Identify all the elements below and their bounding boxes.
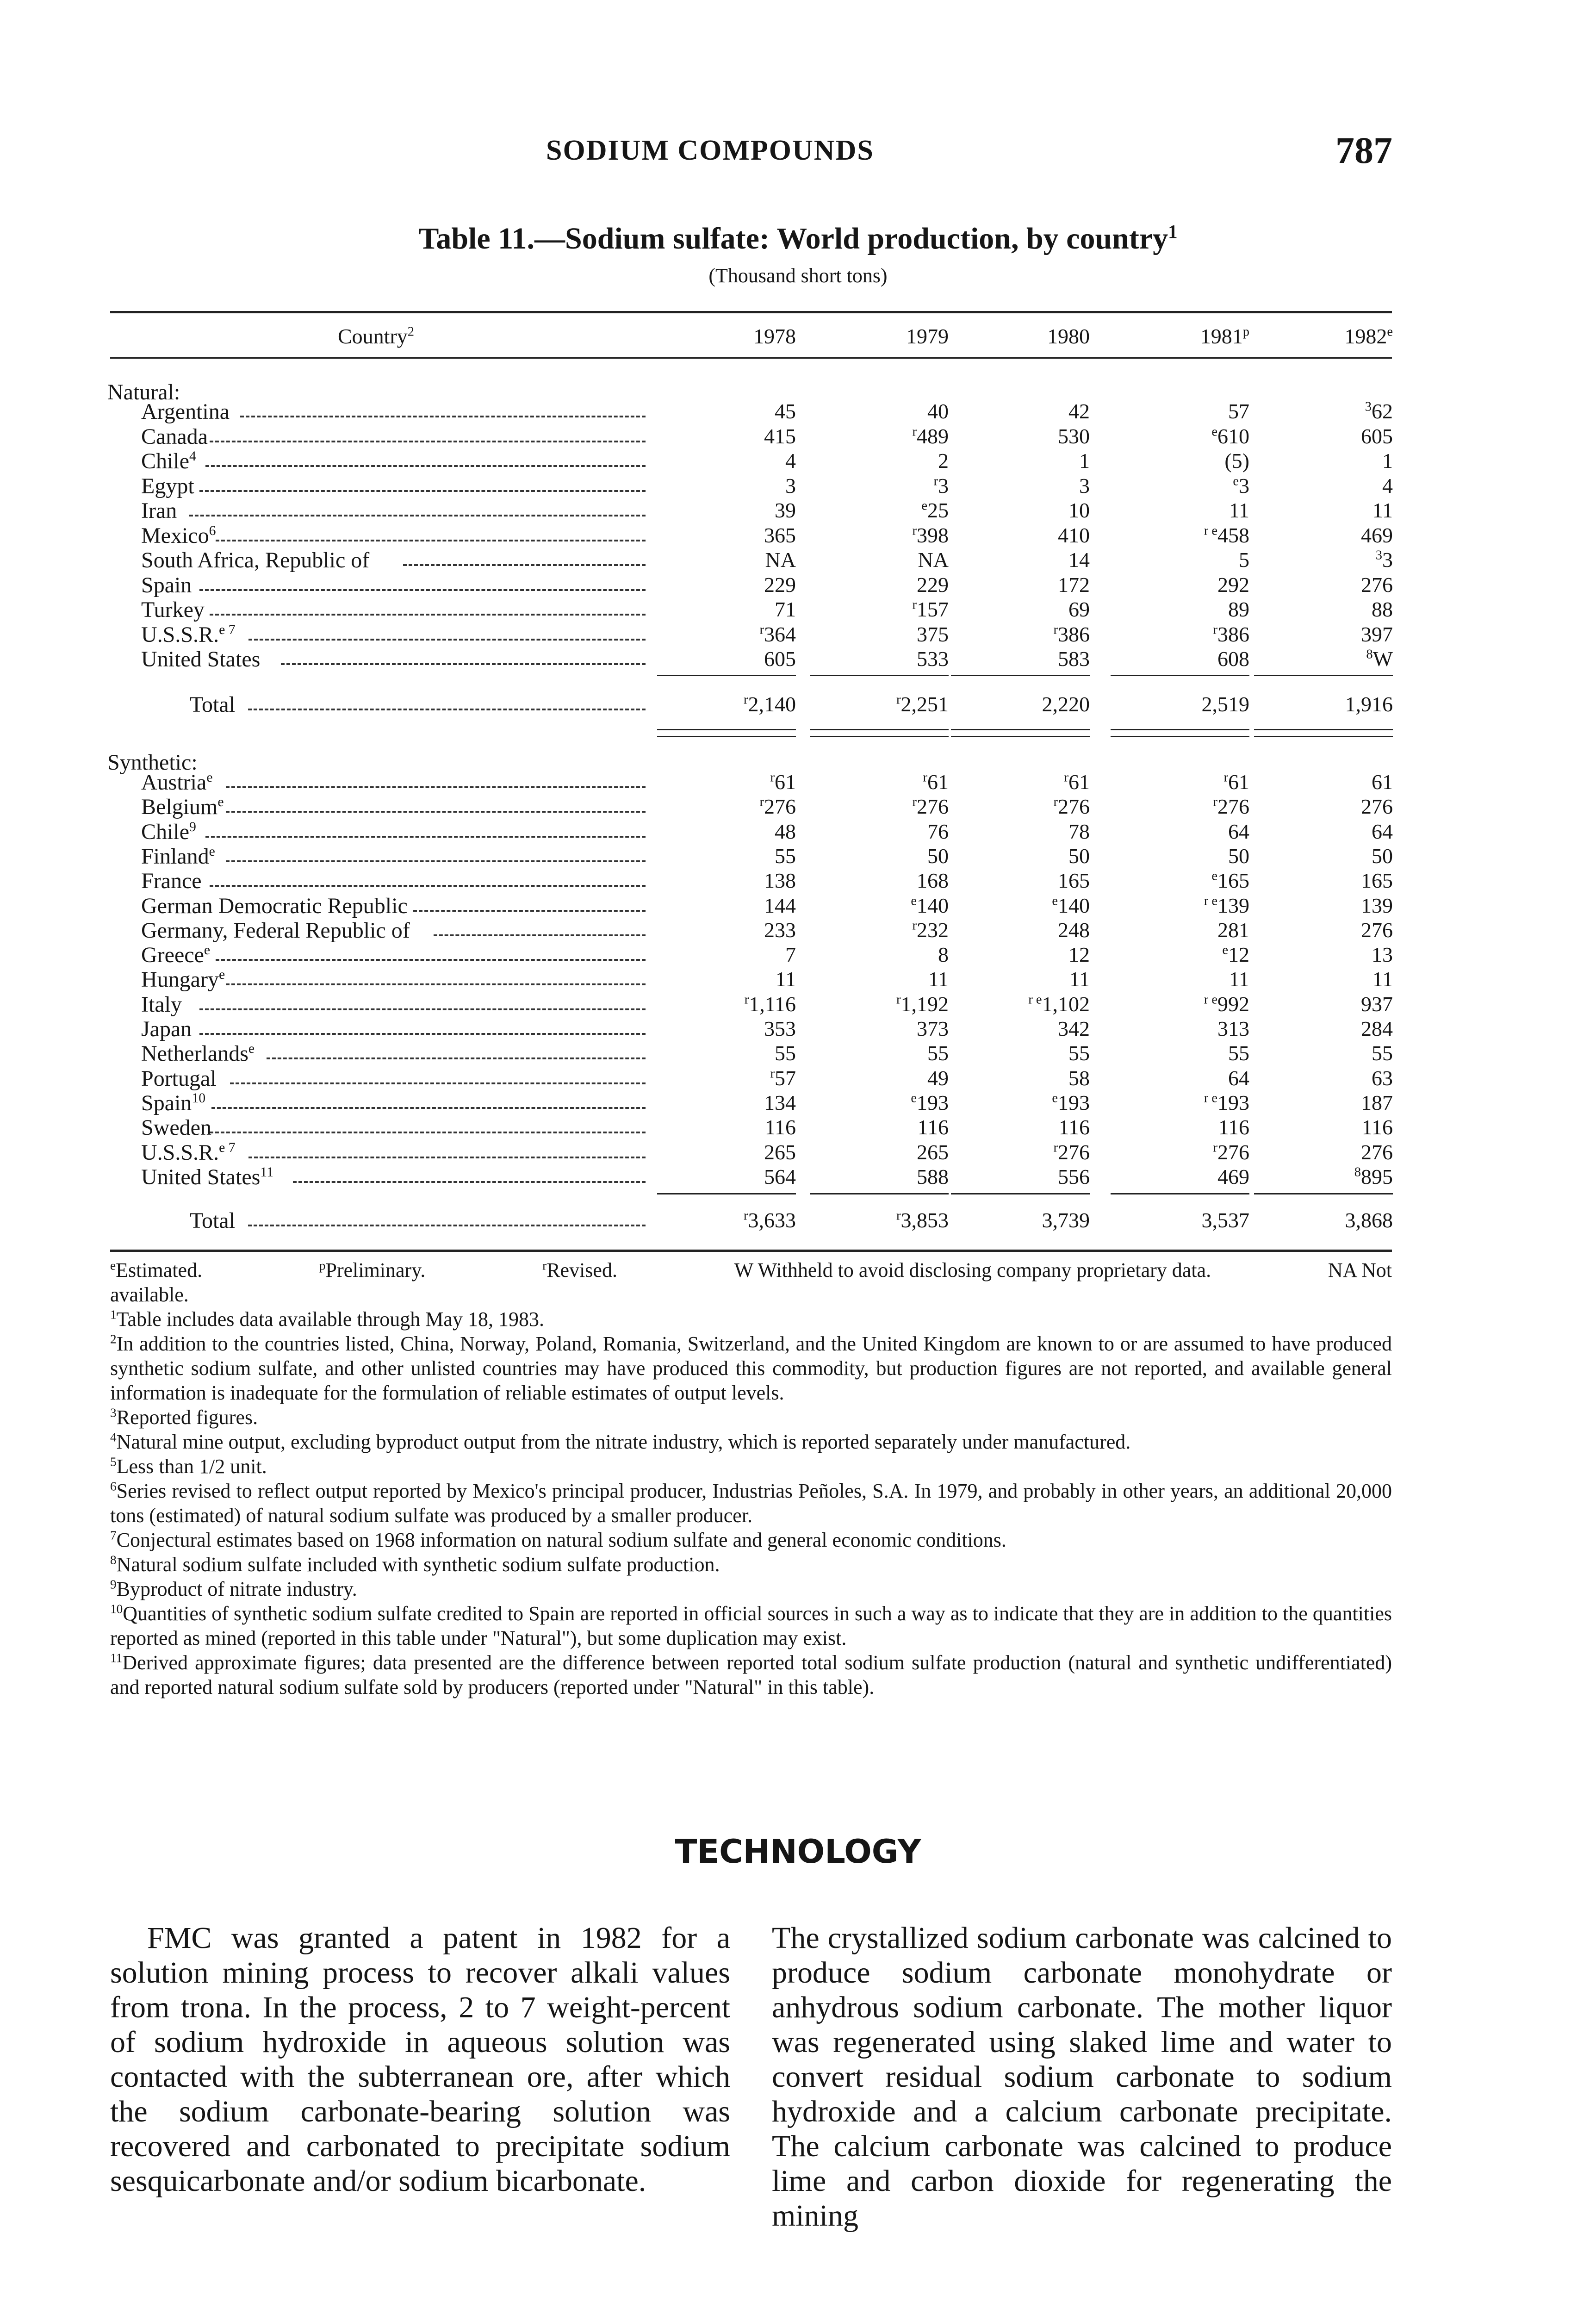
table-cell-1982: 165: [1361, 869, 1393, 893]
table-row: [0, 597, 1596, 622]
table-top-rule: [110, 311, 1392, 313]
table-row: [0, 918, 1596, 943]
table-cell-1978: 415: [764, 424, 796, 448]
table-cell-1981: (5): [1224, 449, 1249, 473]
table-cell-1978: 45: [775, 399, 796, 423]
table-cell-1979: 588: [917, 1164, 949, 1188]
table-cell-1981: 11: [1229, 967, 1249, 991]
table-cell-1981: $^e$3: [1233, 473, 1249, 498]
dot-leader: [281, 663, 646, 665]
table-cell-1980: 165: [1058, 869, 1090, 893]
table-cell-1979: $^r$2,251: [896, 692, 949, 716]
synthetic-sweden-country-name: Sweden: [141, 1115, 211, 1140]
table-cell-1982: 1: [1382, 449, 1393, 473]
dot-leader: [205, 465, 646, 467]
table-cell-1980: $^e$193: [1052, 1090, 1090, 1114]
table-cell-1979: $^r$157: [912, 597, 949, 621]
dot-leader: [240, 416, 646, 417]
table-cell-1981: 55: [1228, 1041, 1249, 1065]
column-header-1979: 1979: [906, 324, 949, 348]
table-cell-1980: 69: [1068, 597, 1090, 621]
dot-leader: [210, 441, 646, 442]
table-row: [0, 1208, 1596, 1233]
table-cell-1979: 55: [927, 1041, 949, 1065]
synthetic-austria-country-name: Austria$^e$: [141, 770, 213, 795]
table-cell-1982: 139: [1361, 893, 1393, 917]
table-cell-1981: $^{r e}$992: [1204, 992, 1249, 1016]
table-cell-1978: 39: [775, 498, 796, 522]
table-cell-1979: $^e$193: [911, 1090, 949, 1114]
table-row: [0, 1066, 1596, 1091]
table-row: [0, 819, 1596, 844]
table-cell-1979: 229: [917, 572, 949, 597]
table-cell-1978: 564: [764, 1164, 796, 1188]
footnote-3: $^3$Reported figures.: [110, 1406, 258, 1429]
table-cell-1981: 5: [1239, 548, 1249, 572]
sum-rule: [1111, 1193, 1249, 1194]
table-cell-1979: $^r$276: [912, 795, 949, 819]
table-cell-1982: 276: [1361, 572, 1393, 597]
table-cell-1981: 2,519: [1201, 692, 1249, 716]
table-cell-1981: 57: [1228, 399, 1249, 423]
footnote-8: $^8$Natural sodium sulfate included with synthetic sodium sulfate production.: [110, 1553, 720, 1576]
dot-leader: [230, 1082, 646, 1084]
table-cell-1978: $^r$1,116: [744, 992, 796, 1016]
table-cell-1982: 64: [1372, 819, 1393, 843]
table-row: [0, 942, 1596, 967]
table-cell-1981: 292: [1217, 572, 1249, 597]
table-cell-1980: $^e$140: [1052, 893, 1090, 917]
table-row: [0, 893, 1596, 918]
natural-iran-country-name: Iran: [141, 498, 177, 523]
synthetic-hungary-country-name: Hungary$^e$: [141, 967, 225, 992]
table-cell-1978: 55: [775, 844, 796, 868]
footnote-legend: $^e$Estimated. $^p$Preliminary. $^r$Revised. W Withheld to avoid disclosing company proprietary data. NA Not: [110, 1258, 1392, 1281]
dot-leader: [199, 1033, 646, 1035]
table-cell-1981: 89: [1228, 597, 1249, 621]
dot-leader: [210, 885, 646, 887]
table-cell-1981: $^e$165: [1211, 869, 1249, 893]
section-label-natural: Natural:: [107, 380, 180, 404]
table-cell-1982: 61: [1372, 770, 1393, 794]
header-rule: [110, 357, 1392, 359]
table-cell-1981: 116: [1218, 1115, 1249, 1139]
table-cell-1978: 365: [764, 523, 796, 547]
table-cell-1979: 2: [938, 449, 949, 473]
dot-leader: [267, 1057, 646, 1059]
table-cell-1980: 14: [1068, 548, 1090, 572]
table-cell-1978: 233: [764, 918, 796, 942]
table-row: [0, 1115, 1596, 1140]
synthetic-u-s-s-r-country-name: U.S.S.R.$^{e 7}$: [141, 1139, 236, 1165]
synthetic-belgium-country-name: Belgium$^e$: [141, 794, 224, 820]
table-cell-1981: 64: [1228, 819, 1249, 843]
table-cell-1982: 88: [1372, 597, 1393, 621]
table-cell-1979: NA: [918, 548, 949, 572]
table-cell-1980: 10: [1068, 498, 1090, 522]
footnote-2: $^2$In addition to the countries listed, China, Norway, Poland, Romania, Switzerland, and the United Kingdom are known to or are assumed to have produced synthetic sodium sulfate, and other unlisted countries may have produced this commodity, but production figures are not reported, and available general information is inadequate for the formulation of reliable estimates of output levels.: [110, 1332, 1392, 1404]
footnote-legend-cont: available.: [110, 1283, 189, 1306]
table-cell-1980: 2,220: [1042, 692, 1090, 716]
sum-rule: [1254, 736, 1393, 737]
section-label-synthetic: Synthetic:: [107, 750, 198, 775]
dot-leader: [248, 1225, 646, 1226]
table-cell-1978: 229: [764, 572, 796, 597]
table-cell-1980: 3: [1079, 473, 1090, 498]
natural-chile-country-name: Chile$^4$: [141, 448, 196, 473]
natural-argentina-country-name: Argentina: [141, 399, 230, 424]
natural-egypt-country-name: Egypt: [141, 473, 194, 498]
table-cell-1980: 342: [1058, 1017, 1090, 1040]
table-cell-1979: $^r$61: [923, 770, 949, 794]
table-bottom-rule: [110, 1250, 1392, 1252]
dot-leader: [211, 1107, 646, 1109]
table-cell-1978: $^r$61: [770, 770, 796, 794]
table-cell-1980: 78: [1068, 819, 1090, 843]
table-cell-1981: 608: [1217, 647, 1249, 671]
table-cell-1979: $^r$3: [933, 473, 949, 498]
table-cell-1981: 64: [1228, 1066, 1249, 1090]
table-cell-1981: $^{r e}$139: [1204, 893, 1249, 917]
table-cell-1981: $^r$276: [1213, 795, 1249, 819]
table-cell-1982: 63: [1372, 1066, 1393, 1090]
footnote-list: [110, 1307, 1392, 1699]
table-cell-1982: 276: [1361, 795, 1393, 819]
table-cell-1980: 410: [1058, 523, 1090, 547]
column-header-country: Country$^2$: [338, 324, 415, 348]
table-row: [0, 868, 1596, 893]
table-cell-1981: $^r$61: [1223, 770, 1249, 794]
dot-leader: [216, 540, 646, 541]
dot-leader: [210, 1132, 646, 1133]
synthetic-netherlands-country-name: Netherlands$^e$: [141, 1041, 255, 1066]
table-cell-1981: 281: [1217, 918, 1249, 942]
dot-leader: [199, 589, 646, 591]
table-cell-1978: 7: [785, 943, 796, 967]
table-cell-1982: 1,916: [1345, 692, 1393, 716]
table-row: [0, 692, 1596, 717]
table-row: [0, 1041, 1596, 1066]
dot-leader: [226, 786, 646, 788]
dot-leader: [189, 515, 646, 516]
table-cell-1982: 276: [1361, 1140, 1393, 1164]
running-title: SODIUM COMPOUNDS: [546, 135, 874, 166]
dot-leader: [293, 1181, 646, 1183]
table-cell-1978: 3: [785, 473, 796, 498]
sum-rule: [657, 729, 796, 730]
dot-leader: [226, 811, 646, 813]
sum-rule: [810, 736, 949, 737]
table-cell-1982: 11: [1372, 967, 1393, 991]
body-text-left-column: FMC was granted a patent in 1982 for a solution mining process to recover alkali values from trona. In the process, 2 to 7 weight-percent of sodium hydroxide in aqueous solution was contacted with the subterranean ore, after which the sodium carbonate-bearing solution was recovered and carbonated to precipitate sodium sesquicarbonate and/or sodium bicarbonate.: [110, 1921, 730, 2198]
sum-rule: [657, 736, 796, 737]
footnote-7: $^7$Conjectural estimates based on 1968 information on natural sodium sulfate and general economic conditions.: [110, 1528, 1006, 1551]
country-header-note: 2: [407, 324, 415, 339]
table-cell-1978: 116: [764, 1115, 796, 1139]
synthetic-france-country-name: France: [141, 869, 202, 894]
table-cell-1980: 248: [1058, 918, 1090, 942]
table-cell-1980: $^r$386: [1053, 622, 1090, 646]
table-row: [0, 992, 1596, 1017]
footnote-4: $^4$Natural mine output, excluding byproduct output from the nitrate industry, which is reported separately under manufactured.: [110, 1430, 1131, 1453]
table-cell-1979: $^r$232: [912, 918, 949, 942]
table-cell-1981: $^{r e}$193: [1204, 1090, 1249, 1114]
table-cell-1980: 12: [1068, 943, 1090, 967]
table-cell-1982: 3,868: [1345, 1208, 1393, 1232]
synthetic-greece-country-name: Greece$^e$: [141, 942, 211, 968]
table-cell-1982: 116: [1361, 1115, 1393, 1139]
table-cell-1978: 353: [764, 1017, 796, 1040]
table-row: [0, 547, 1596, 572]
table-cell-1980: 116: [1058, 1115, 1090, 1139]
table-cell-1982: 50: [1372, 844, 1393, 868]
sum-rule: [1111, 736, 1249, 737]
table-cell-1979: $^r$3,853: [896, 1208, 949, 1232]
table-row: [0, 399, 1596, 424]
table-cell-1981: $^{r e}$458: [1204, 523, 1249, 547]
table-cell-1982: 276: [1361, 918, 1393, 942]
table-row: [0, 1140, 1596, 1165]
dot-leader: [226, 860, 646, 862]
table-row: [0, 523, 1596, 548]
sum-rule: [1254, 675, 1393, 676]
table-cell-1982: 4: [1382, 473, 1393, 498]
dot-leader: [216, 959, 646, 961]
table-cell-1982: 13: [1372, 943, 1393, 967]
table-cell-1979: 265: [917, 1140, 949, 1164]
column-header-1982: 1982e: [1344, 324, 1393, 348]
synthetic-germany-federal-republic-of-country-name: Germany, Federal Republic of: [141, 918, 410, 943]
table-cell-1980: 11: [1069, 967, 1090, 991]
column-header-1981: 1981$^p$: [1200, 324, 1249, 348]
synthetic-italy-country-name: Italy: [141, 992, 182, 1017]
table-row: [0, 424, 1596, 449]
body-text-right-column: The crystallized sodium carbonate was calcined to produce sodium carbonate monohydrate or anhydrous sodium carbonate. The mother liquor was regenerated using slaked lime and water to convert residual sodium carbonate to sodium hydroxide and a calcium carbonate precipitate. The calcium carbonate was calcined to produce lime and carbon dioxide for regenerating the mining: [772, 1921, 1392, 2233]
table-cell-1979: 40: [927, 399, 949, 423]
table-row: [0, 1090, 1596, 1115]
table-row: [0, 572, 1596, 597]
table-cell-1978: 144: [764, 893, 796, 917]
dot-leader: [413, 910, 646, 912]
table-title-footnote-mark: 1: [1168, 221, 1178, 242]
dot-leader: [199, 1008, 646, 1010]
table-cell-1980: $^{r e}$1,102: [1028, 992, 1090, 1016]
table-cell-1980: 556: [1058, 1164, 1090, 1188]
table-cell-1981: 11: [1229, 498, 1249, 522]
synthetic-united-states-country-name: United States$^{11}$: [141, 1164, 273, 1189]
natural-mexico-country-name: Mexico$^6$: [141, 523, 216, 548]
table-row: [0, 448, 1596, 473]
table-cell-1981: 313: [1217, 1017, 1249, 1040]
table-cell-1979: $^r$1,192: [896, 992, 949, 1016]
table-cell-1979: 49: [927, 1066, 949, 1090]
table-cell-1978: 265: [764, 1140, 796, 1164]
synthetic-german-democratic-republic-country-name: German Democratic Republic: [141, 893, 408, 918]
table-cell-1979: 375: [917, 622, 949, 646]
footnote-11: $^{11}$Derived approximate figures; data presented are the difference between reported total sodium sulfate production (natural and synthetic undifferentiated) and reported natural sodium sulfate sold by producers (reported under "Natural" in this table).: [110, 1651, 1392, 1698]
sum-rule: [1254, 729, 1393, 730]
table-cell-1979: 50: [927, 844, 949, 868]
table-cell-1978: $^r$364: [759, 622, 796, 646]
table-cell-1981: $^e$610: [1211, 424, 1249, 448]
synthetic-chile-country-name: Chile$^9$: [141, 819, 196, 844]
table-row: [0, 770, 1596, 795]
table-cell-1980: 55: [1068, 1041, 1090, 1065]
page-number: 787: [1335, 129, 1392, 171]
table-row: [0, 1016, 1596, 1041]
footnote-6: $^6$Series revised to reflect output reported by Mexico's principal producer, Industrias Peñoles, S.A. In 1979, and probably in other years, an additional 20,000 tons (estimated) of natural sodium sulfate was produced by a smaller producer.: [110, 1479, 1392, 1527]
column-header-1978: 1978: [753, 324, 796, 348]
table-cell-1978: 605: [764, 647, 796, 671]
table-cell-1978: 71: [775, 597, 796, 621]
table-cell-1981: $^r$386: [1213, 622, 1249, 646]
table-cell-1981: 50: [1228, 844, 1249, 868]
table-cell-1982: 11: [1372, 498, 1393, 522]
synthetic-total-country-name: Total: [190, 1208, 235, 1233]
natural-south-africa-republic-of-country-name: South Africa, Republic of: [141, 548, 370, 572]
table-cell-1981: $^e$12: [1222, 943, 1249, 967]
synthetic-finland-country-name: Finland$^e$: [141, 843, 215, 869]
table-cell-1980: 1: [1079, 449, 1090, 473]
sum-rule: [951, 1193, 1090, 1194]
sum-rule: [810, 1193, 949, 1194]
table-cell-1982: 397: [1361, 622, 1393, 646]
table-cell-1982: $^3$3: [1375, 548, 1393, 572]
table-row: [0, 967, 1596, 992]
table-cell-1980: 3,739: [1042, 1208, 1090, 1232]
sum-rule: [810, 675, 949, 676]
table-cell-1980: 58: [1068, 1066, 1090, 1090]
table-cell-1979: $^r$398: [912, 523, 949, 547]
dot-leader: [434, 934, 646, 936]
table-cell-1979: $^r$489: [912, 424, 949, 448]
natural-total-country-name: Total: [190, 692, 235, 717]
table-cell-1980: 583: [1058, 647, 1090, 671]
synthetic-spain-country-name: Spain$^{10}$: [141, 1090, 206, 1115]
sum-rule: [1111, 675, 1249, 676]
footnote-1: $^1$Table includes data available through May 18, 1983.: [110, 1307, 544, 1331]
dot-leader: [403, 564, 646, 566]
table-cell-1978: 55: [775, 1041, 796, 1065]
dot-leader: [248, 709, 646, 710]
dot-leader: [205, 836, 646, 838]
table-cell-1978: $^r$57: [770, 1066, 796, 1090]
sum-rule: [951, 675, 1090, 676]
table-cell-1982: $^8$W: [1366, 647, 1393, 671]
table-row: [0, 844, 1596, 869]
natural-spain-country-name: Spain: [141, 572, 192, 597]
table-cell-1980: 50: [1068, 844, 1090, 868]
natural-u-s-s-r-country-name: U.S.S.R.$^{e 7}$: [141, 622, 236, 647]
table-cell-1978: 4: [785, 449, 796, 473]
table-row: [0, 498, 1596, 523]
table-cell-1979: 116: [917, 1115, 949, 1139]
table-cell-1980: 530: [1058, 424, 1090, 448]
table-cell-1979: $^e$25: [921, 498, 949, 522]
table-cell-1980: 42: [1068, 399, 1090, 423]
table-cell-1982: 284: [1361, 1017, 1393, 1040]
natural-turkey-country-name: Turkey: [141, 597, 205, 622]
table-cell-1982: 937: [1361, 992, 1393, 1016]
table-row: [0, 622, 1596, 647]
table-title: Table 11.—Sodium sulfate: World production, by country$^1$: [418, 221, 1178, 255]
table-cell-1982: 55: [1372, 1041, 1393, 1065]
synthetic-portugal-country-name: Portugal: [141, 1066, 217, 1091]
table-cell-1979: 168: [917, 869, 949, 893]
table-cell-1979: $^e$140: [911, 893, 949, 917]
table-row: [0, 647, 1596, 672]
table-cell-1982: $^8$895: [1354, 1164, 1393, 1188]
column-header-1980: 1980: [1047, 324, 1090, 348]
sum-rule: [657, 675, 796, 676]
table-cell-1978: 11: [775, 967, 796, 991]
natural-united-states-country-name: United States: [141, 647, 261, 672]
table-cell-1979: 8: [938, 943, 949, 967]
dot-leader: [248, 639, 646, 641]
sum-rule: [1111, 729, 1249, 730]
sum-rule: [1254, 1193, 1393, 1194]
sum-rule: [951, 729, 1090, 730]
sum-rule: [657, 1193, 796, 1194]
table-cell-1982: $^3$62: [1365, 399, 1393, 423]
table-row: [0, 794, 1596, 819]
table-cell-1979: 373: [917, 1017, 949, 1040]
table-footnotes: [110, 1258, 1392, 1699]
natural-canada-country-name: Canada: [141, 424, 208, 449]
dot-leader: [248, 1157, 646, 1158]
table-cell-1982: 469: [1361, 523, 1393, 547]
table-cell-1980: $^r$276: [1053, 1140, 1090, 1164]
dot-leader: [199, 490, 646, 492]
table-cell-1980: $^r$276: [1053, 795, 1090, 819]
footnote-5: $^5$Less than 1/2 unit.: [110, 1455, 267, 1478]
table-row: [0, 473, 1596, 498]
table-row: [0, 1164, 1596, 1189]
table-cell-1982: 187: [1361, 1090, 1393, 1114]
section-heading-technology: TECHNOLOGY: [675, 1833, 921, 1871]
footnote-9: $^9$Byproduct of nitrate industry.: [110, 1577, 357, 1600]
synthetic-japan-country-name: Japan: [141, 1017, 192, 1041]
table-cell-1982: 605: [1361, 424, 1393, 448]
table-cell-1978: $^r$2,140: [744, 692, 796, 716]
table-cell-1978: 134: [764, 1090, 796, 1114]
table-cell-1978: $^r$3,633: [744, 1208, 796, 1232]
table-cell-1979: 11: [928, 967, 949, 991]
table-cell-1980: 172: [1058, 572, 1090, 597]
table-cell-1979: 76: [927, 819, 949, 843]
table-cell-1981: 469: [1217, 1164, 1249, 1188]
table-cell-1978: 48: [775, 819, 796, 843]
table-cell-1979: 533: [917, 647, 949, 671]
footnote-10: $^{10}$Quantities of synthetic sodium sulfate credited to Spain are reported in official sources in such a way as to indicate that they are in addition to the quantities reported as mined (reported in this table under "Natural"), but some duplication may exist.: [110, 1602, 1392, 1649]
table-cell-1978: NA: [765, 548, 796, 572]
table-subtitle: (Thousand short tons): [708, 264, 888, 287]
table-cell-1981: $^r$276: [1213, 1140, 1249, 1164]
dot-leader: [210, 614, 646, 616]
table-cell-1980: $^r$61: [1064, 770, 1090, 794]
table-cell-1981: 3,537: [1201, 1208, 1249, 1232]
sum-rule: [951, 736, 1090, 737]
dot-leader: [226, 983, 646, 985]
sum-rule: [810, 729, 949, 730]
table-cell-1978: 138: [764, 869, 796, 893]
table-cell-1978: $^r$276: [759, 795, 796, 819]
